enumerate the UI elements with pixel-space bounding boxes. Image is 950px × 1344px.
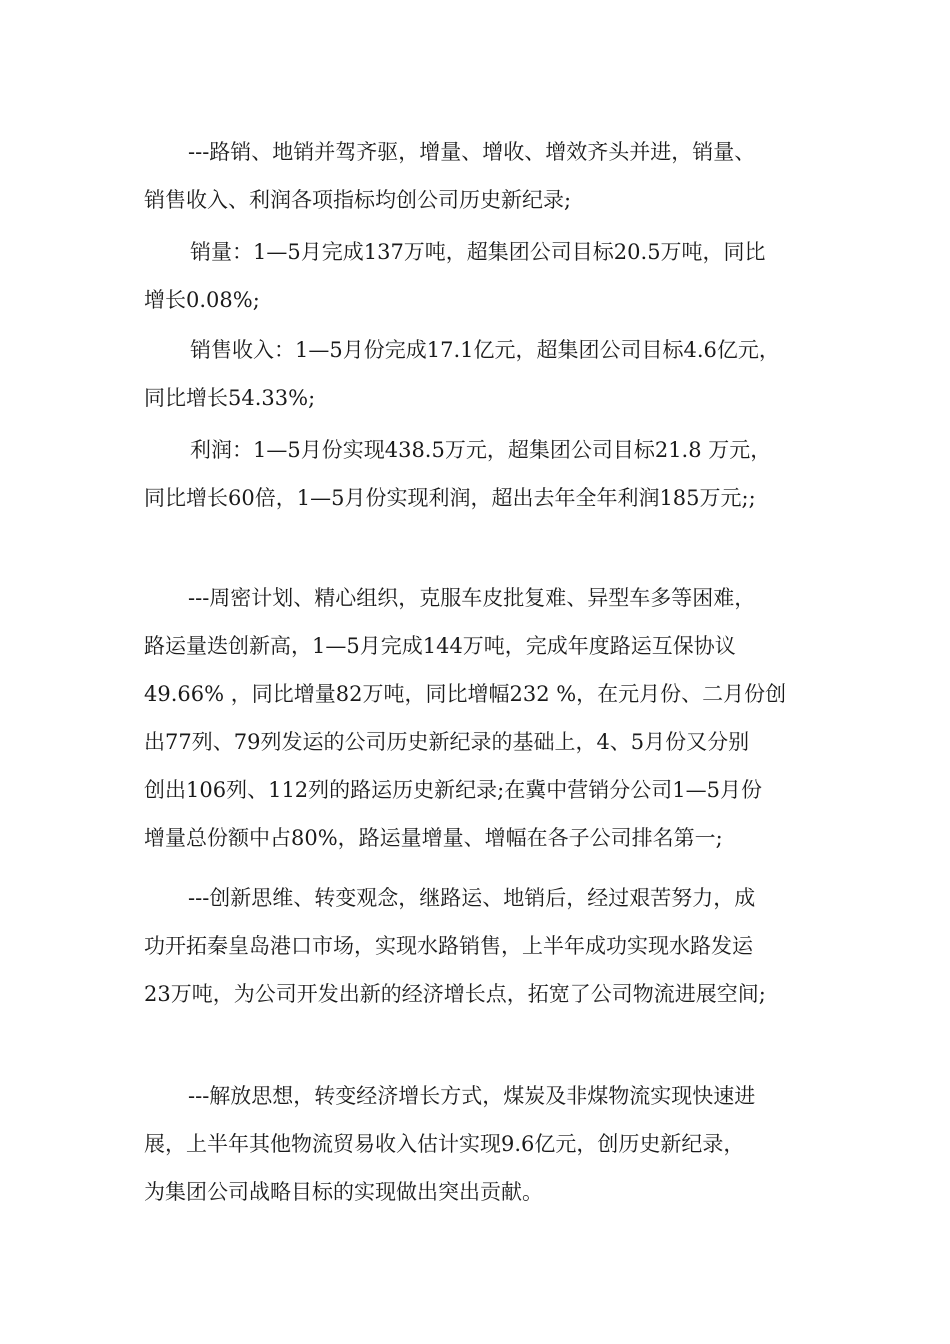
paragraph-sales-volume	[144, 228, 824, 324]
paragraph-profit	[144, 426, 824, 522]
text-line: 23万吨，为公司开发出新的经济增长点，拓宽了公司物流进展空间;	[144, 982, 766, 1006]
text-line: 利润：1—5月份实现438.5万元，超集团公司目标21.8 万元，	[190, 438, 772, 462]
paragraph-rail-transport	[144, 574, 824, 862]
text-line: 展，上半年其他物流贸易收入估计实现9.6亿元，创历史新纪录，	[144, 1132, 745, 1156]
text-line: ---周密计划、精心组织，克服车皮批复难、异型车多等困难，	[188, 586, 756, 610]
text-line: 为集团公司战略目标的实现做出突出贡献。	[144, 1180, 543, 1204]
text-line: 增长0.08%;	[144, 288, 260, 312]
text-line: 49.66% ，同比增量82万吨，同比增幅232 %，在元月份、二月份创	[144, 682, 787, 706]
text-line: 销售收入：1—5月份完成17.1亿元，超集团公司目标4.6亿元，	[190, 338, 780, 362]
text-line: ---创新思维、转变观念，继路运、地销后，经过艰苦努力，成	[188, 886, 756, 910]
paragraph-sales-revenue	[144, 326, 824, 422]
paragraph-port-market	[144, 874, 824, 1018]
text-line: 同比增长54.33%;	[144, 386, 316, 410]
text-line: ---解放思想，转变经济增长方式，煤炭及非煤物流实现快速进	[188, 1084, 756, 1108]
paragraph-sales-overview	[144, 128, 824, 224]
text-line: ---路销、地销并驾齐驱，增量、增收、增效齐头并进，销量、	[188, 140, 756, 164]
text-line: 增量总份额中占80%，路运量增量、增幅在各子公司排名第一;	[144, 826, 723, 850]
text-line: 创出106列、112列的路运历史新纪录;在冀中营销分公司1—5月份	[144, 778, 762, 802]
text-line: 路运量迭创新高，1—5月完成144万吨，完成年度路运互保协议	[144, 634, 736, 658]
text-line: 功开拓秦皇岛港口市场，实现水路销售，上半年成功实现水路发运	[144, 934, 753, 958]
text-line: 销量：1—5月完成137万吨，超集团公司目标20.5万吨，同比	[190, 240, 766, 264]
text-line: 销售收入、利润各项指标均创公司历史新纪录;	[144, 188, 572, 212]
text-line: 同比增长60倍，1—5月份实现利润，超出去年全年利润185万元;;	[144, 486, 756, 510]
text-line: 出77列、79列发运的公司历史新纪录的基础上，4、5月份又分别	[144, 730, 750, 754]
paragraph-logistics	[144, 1072, 824, 1216]
